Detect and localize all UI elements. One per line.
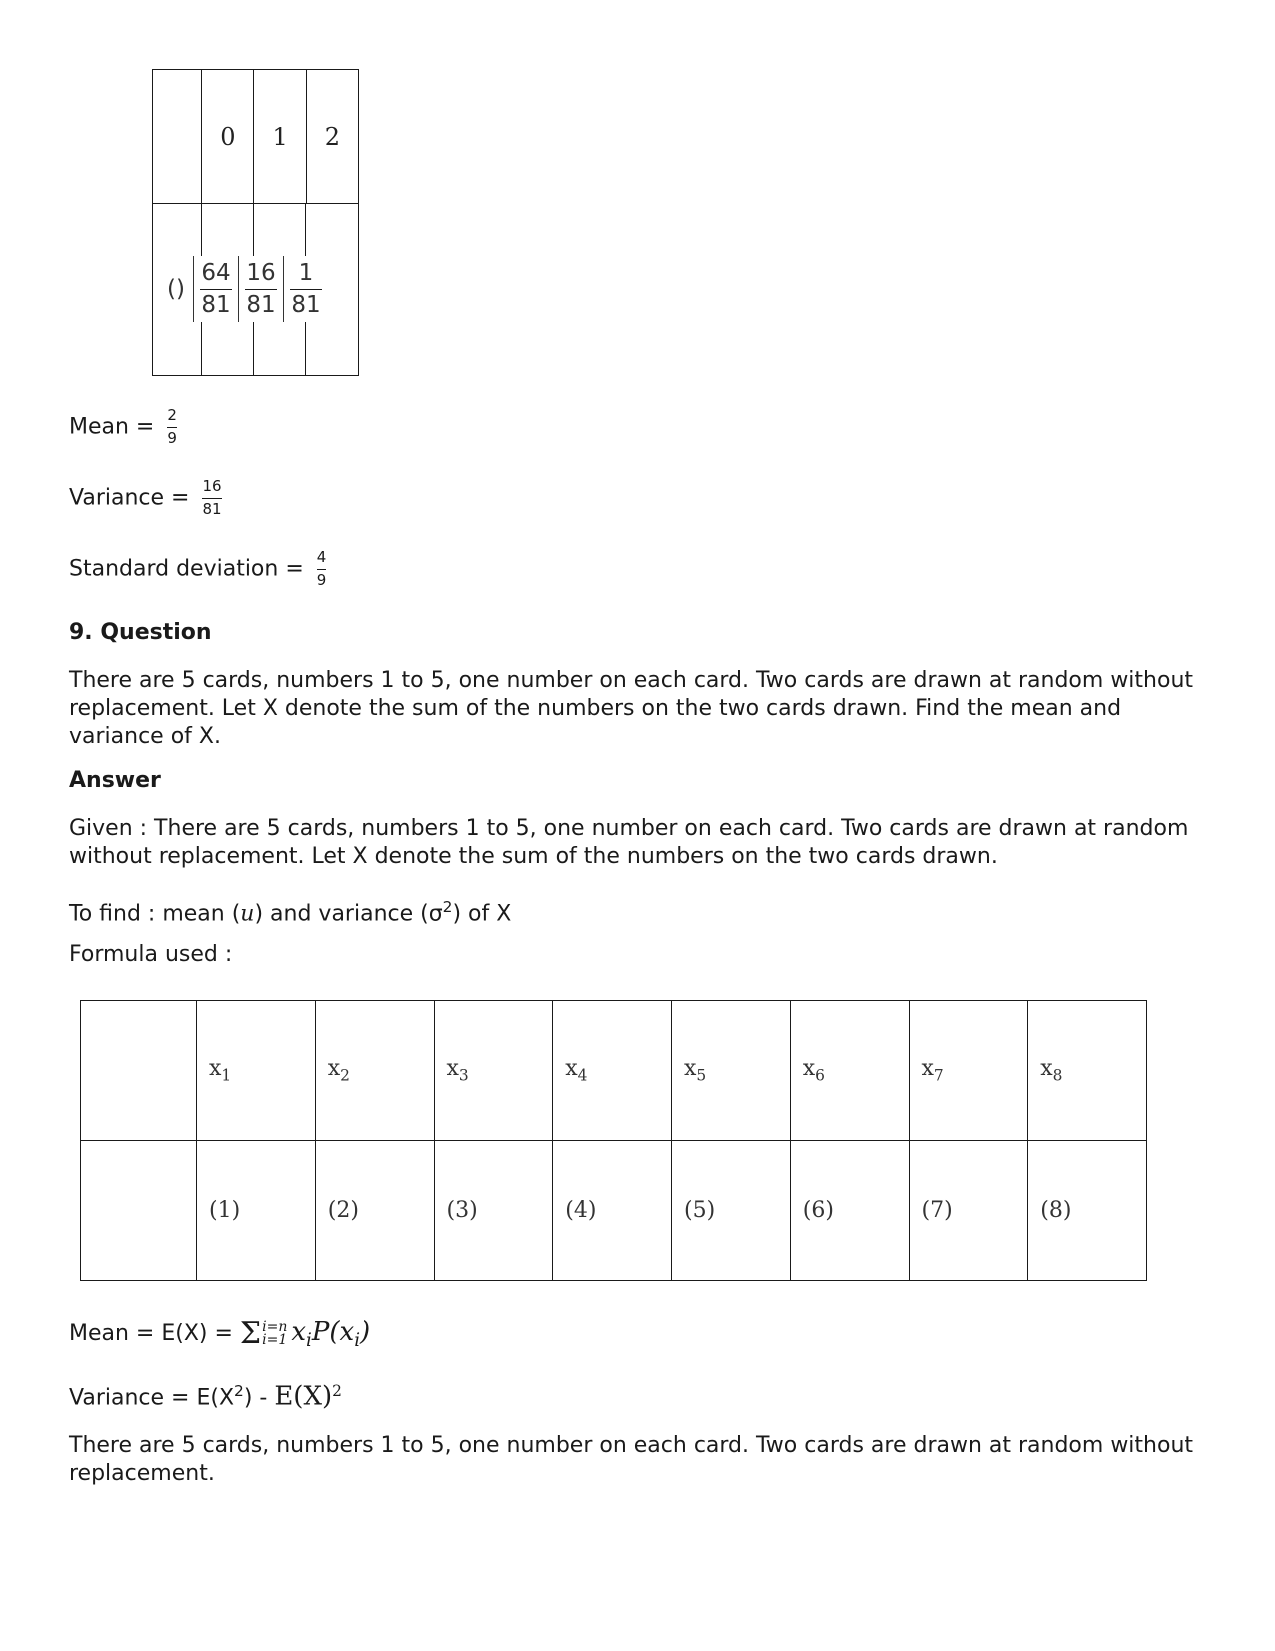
table2-prob-cell: (4): [553, 1141, 672, 1281]
to-find-prefix: To find : mean (: [69, 901, 241, 927]
table2-x-cell: $x_2$: [315, 1001, 434, 1141]
table1-x-0: 0: [220, 122, 236, 151]
table1-prob-1: $\frac{16}{81}$: [246, 260, 276, 318]
table2-prob-cell: (8): [1028, 1141, 1147, 1281]
table1-x-1: 1: [272, 122, 288, 151]
sigma-square: 2: [442, 898, 453, 916]
sd-label: Standard deviation =: [69, 556, 304, 582]
variance-sup: 2: [234, 1382, 244, 1400]
variance-mid: ) -: [243, 1385, 275, 1411]
probability-table-small: [152, 69, 359, 376]
answer-given: Given : There are 5 cards, numbers 1 to 5, one number on each card. Two cards are drawn at random without replacement. Let X denote the sum of the numbers on the two cards drawn.: [69, 816, 1189, 869]
variance-formula-label: Variance = E(X: [69, 1385, 235, 1411]
formula-used-label: Formula used :: [69, 942, 233, 967]
sum-lower-limit: i=1: [262, 1332, 288, 1348]
table2-x-cell: $x_4$: [553, 1001, 672, 1141]
mean-formula: [69, 1318, 370, 1355]
table1-prob-label: (): [167, 276, 185, 302]
table2-x-cell: $x_5$: [672, 1001, 791, 1141]
table2-x-cell: $x_7$: [909, 1001, 1028, 1141]
table2-prob-label-cell: [81, 1141, 197, 1281]
table1-prob-2: $\frac{1}{81}$: [291, 260, 321, 318]
table2-x-cell: $x_8$: [1028, 1001, 1147, 1141]
table2-prob-cell: (1): [197, 1141, 316, 1281]
sd-fraction: $\frac{4}{9}$: [316, 548, 327, 589]
mu-symbol: u: [240, 901, 255, 927]
question-text: There are 5 cards, numbers 1 to 5, one number on each card. Two cards are drawn at random without replacement. Let X denote the sum of the numbers on the two cards drawn. Find the mean and variance of X.: [69, 668, 1194, 749]
final-paragraph: There are 5 cards, numbers 1 to 5, one number on each card. Two cards are drawn at random without replacement.: [69, 1433, 1194, 1486]
mean-formula-label: Mean = E(X) =: [69, 1321, 240, 1346]
sum-upper-limit: i=n: [262, 1319, 288, 1335]
table1-prob-0: $\frac{64}{81}$: [201, 260, 231, 318]
table1-x-cell: [306, 70, 358, 204]
table2-corner-cell: [81, 1001, 197, 1141]
mean-label: Mean =: [69, 414, 155, 440]
table2-prob-cell: (2): [315, 1141, 434, 1281]
table1-x-cell: [202, 70, 254, 204]
table2-prob-cell: (6): [790, 1141, 909, 1281]
sum-term-close: ): [360, 1317, 371, 1347]
table2-x-cell: $x_3$: [434, 1001, 553, 1141]
table1-x-2: 2: [324, 122, 340, 151]
sum-term-p-sub: i: [354, 1330, 361, 1352]
variance-result: [69, 479, 222, 518]
question-heading: 9. Question: [69, 620, 212, 645]
sum-term-x-sub: i: [306, 1330, 312, 1352]
variance-formula: [69, 1377, 342, 1412]
sum-term-p: P(x: [311, 1317, 355, 1347]
table2-prob-cell: (5): [672, 1141, 791, 1281]
table1-x-cell: [254, 70, 306, 204]
table1-prob-row: [153, 204, 359, 376]
table2-x-cell: $x_6$: [790, 1001, 909, 1141]
table1-corner-cell: [153, 70, 202, 204]
to-find-mid: ) and variance (σ: [254, 901, 443, 927]
table2-x-cell: $x_1$: [197, 1001, 316, 1141]
to-find-line: [69, 893, 511, 928]
sd-result: [69, 550, 326, 589]
table2-prob-cell: (3): [434, 1141, 553, 1281]
variance-label: Variance =: [69, 485, 190, 511]
general-distribution-table: [80, 1000, 1147, 1281]
variance-ex-sup: 2: [332, 1382, 342, 1400]
summation-symbol: Σ: [239, 1316, 262, 1351]
variance-fraction: $\frac{16}{81}$: [202, 477, 222, 518]
to-find-suffix: ) of X: [452, 901, 512, 927]
mean-fraction: $\frac{2}{9}$: [167, 406, 177, 447]
sum-term-x: x: [291, 1317, 307, 1347]
mean-result: [69, 408, 177, 447]
variance-ex: E(X): [274, 1381, 333, 1412]
answer-heading: Answer: [69, 768, 161, 793]
table2-prob-cell: (7): [909, 1141, 1028, 1281]
